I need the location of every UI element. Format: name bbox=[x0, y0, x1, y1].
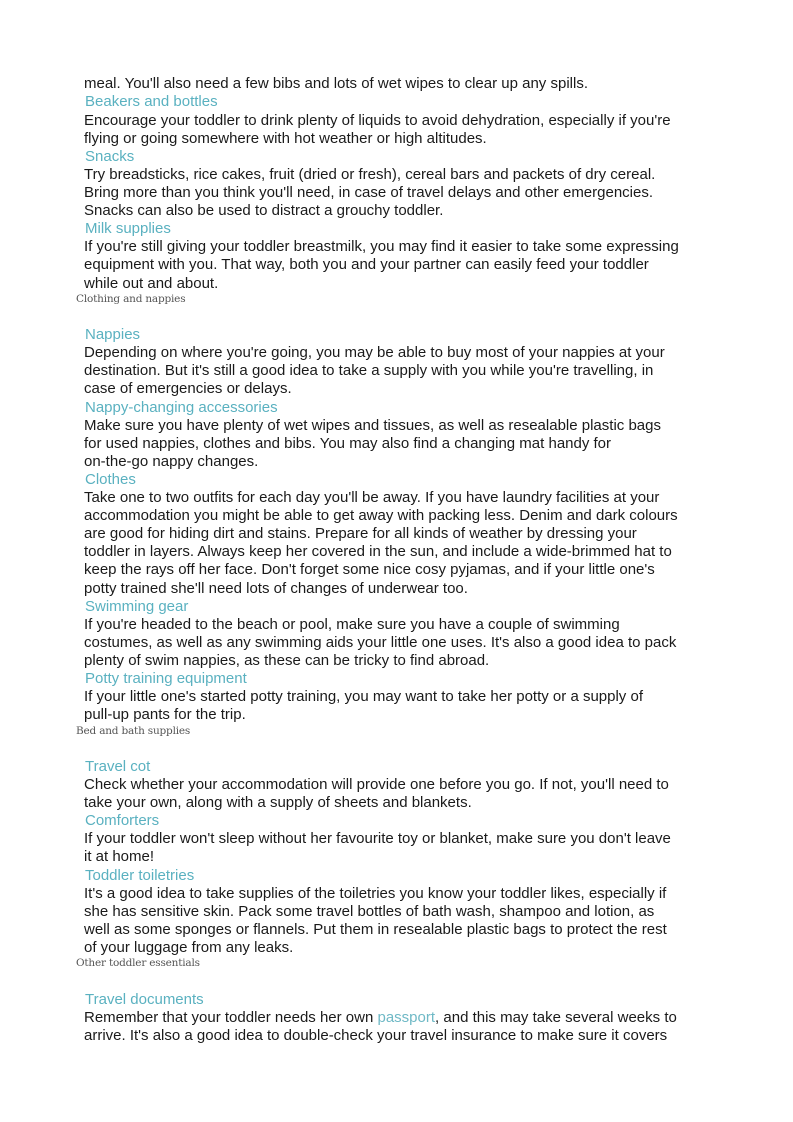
section-label-bed-and-bath-supplies: Bed and bath supplies bbox=[76, 725, 191, 737]
body-line: of your luggage from any leaks. bbox=[84, 939, 294, 956]
body-line: plenty of swim nappies, as these can be tricky to find abroad. bbox=[84, 652, 490, 669]
body-line: are good for hiding dirt and stains. Prepare for all kinds of weather by dressing your bbox=[84, 525, 637, 542]
body-line: equipment with you. That way, both you and your partner can easily feed your toddler bbox=[84, 256, 649, 273]
body-line: case of emergencies or delays. bbox=[84, 380, 292, 397]
body-line: accommodation you might be able to get away with packing less. Denim and dark colours bbox=[84, 507, 678, 524]
heading-comforters: Comforters bbox=[85, 812, 160, 829]
body-line: Snacks can also be used to distract a grouchy toddler. bbox=[84, 202, 444, 219]
body-line: If your toddler won't sleep without her favourite toy or blanket, make sure you don't leave bbox=[84, 830, 671, 847]
heading-toddler-toiletries: Toddler toiletries bbox=[85, 867, 195, 884]
heading-nappy-changing-accessories: Nappy-changing accessories bbox=[85, 399, 278, 416]
body-line: It's a good idea to take supplies of the toiletries you know your toddler likes, especially if bbox=[84, 885, 667, 902]
body-line-with-link bbox=[84, 1009, 677, 1027]
body-line: pull-up pants for the trip. bbox=[84, 706, 246, 723]
heading-beakers-and-bottles: Beakers and bottles bbox=[85, 93, 218, 110]
body-line: If you're headed to the beach or pool, make sure you have a couple of swimming bbox=[84, 616, 620, 633]
passport-link[interactable]: passport bbox=[377, 1009, 436, 1026]
section-label-clothing-and-nappies: Clothing and nappies bbox=[76, 293, 186, 305]
body-line: Check whether your accommodation will provide one before you go. If not, you'll need to bbox=[84, 776, 669, 793]
body-line: Depending on where you're going, you may be able to buy most of your nappies at your bbox=[84, 344, 665, 361]
heading-snacks: Snacks bbox=[85, 148, 135, 165]
body-line: Take one to two outfits for each day you'll be away. If you have laundry facilities at your bbox=[84, 489, 660, 506]
body-line: toddler in layers. Always keep her covered in the sun, and include a wide-brimmed hat to bbox=[84, 543, 672, 560]
body-line: well as some sponges or flannels. Put them in resealable plastic bags to protect the rest bbox=[84, 921, 667, 938]
body-text: , and this may take several weeks to bbox=[435, 1009, 677, 1026]
heading-clothes: Clothes bbox=[85, 471, 136, 488]
body-line: flying or going somewhere with hot weather or high altitudes. bbox=[84, 130, 487, 147]
body-line: If you're still giving your toddler breastmilk, you may find it easier to take some expressing bbox=[84, 238, 679, 255]
heading-travel-cot: Travel cot bbox=[85, 758, 151, 775]
body-line: she has sensitive skin. Pack some travel bottles of bath wash, shampoo and lotion, as bbox=[84, 903, 655, 920]
body-line: Encourage your toddler to drink plenty of liquids to avoid dehydration, especially if you're bbox=[84, 112, 671, 129]
body-line: If your little one's started potty training, you may want to take her potty or a supply of bbox=[84, 688, 643, 705]
body-line: while out and about. bbox=[84, 275, 219, 292]
heading-nappies: Nappies bbox=[85, 326, 141, 343]
section-label-other-toddler-essentials: Other toddler essentials bbox=[76, 957, 200, 969]
body-line: Try breadsticks, rice cakes, fruit (dried or fresh), cereal bars and packets of dry cereal. bbox=[84, 166, 656, 183]
body-text: Remember that your toddler needs her own bbox=[84, 1009, 378, 1026]
body-line: meal. You'll also need a few bibs and lots of wet wipes to clear up any spills. bbox=[84, 75, 588, 92]
heading-potty-training-equipment: Potty training equipment bbox=[85, 670, 247, 687]
body-line: keep the rays off her face. Don't forget some nice cosy pyjamas, and if your little one's bbox=[84, 561, 655, 578]
body-line: Bring more than you think you'll need, in case of travel delays and other emergencies. bbox=[84, 184, 654, 201]
heading-milk-supplies: Milk supplies bbox=[85, 220, 171, 237]
body-line: arrive. It's also a good idea to double-check your travel insurance to make sure it covers bbox=[84, 1027, 668, 1044]
heading-swimming-gear: Swimming gear bbox=[85, 598, 189, 615]
body-line: costumes, as well as any swimming aids your little one uses. It's also a good idea to pack bbox=[84, 634, 677, 651]
body-line: destination. But it's still a good idea to take a supply with you while you're travelling, in bbox=[84, 362, 654, 379]
heading-travel-documents: Travel documents bbox=[85, 991, 204, 1008]
body-line: for used nappies, clothes and bibs. You may also find a changing mat handy for bbox=[84, 435, 612, 452]
body-line: Make sure you have plenty of wet wipes and tissues, as well as resealable plastic bags bbox=[84, 417, 661, 434]
body-line: potty trained she'll need lots of changes of underwear too. bbox=[84, 580, 468, 597]
body-line: it at home! bbox=[84, 848, 155, 865]
body-line: take your own, along with a supply of sheets and blankets. bbox=[84, 794, 472, 811]
body-line: on-the-go nappy changes. bbox=[84, 453, 259, 470]
